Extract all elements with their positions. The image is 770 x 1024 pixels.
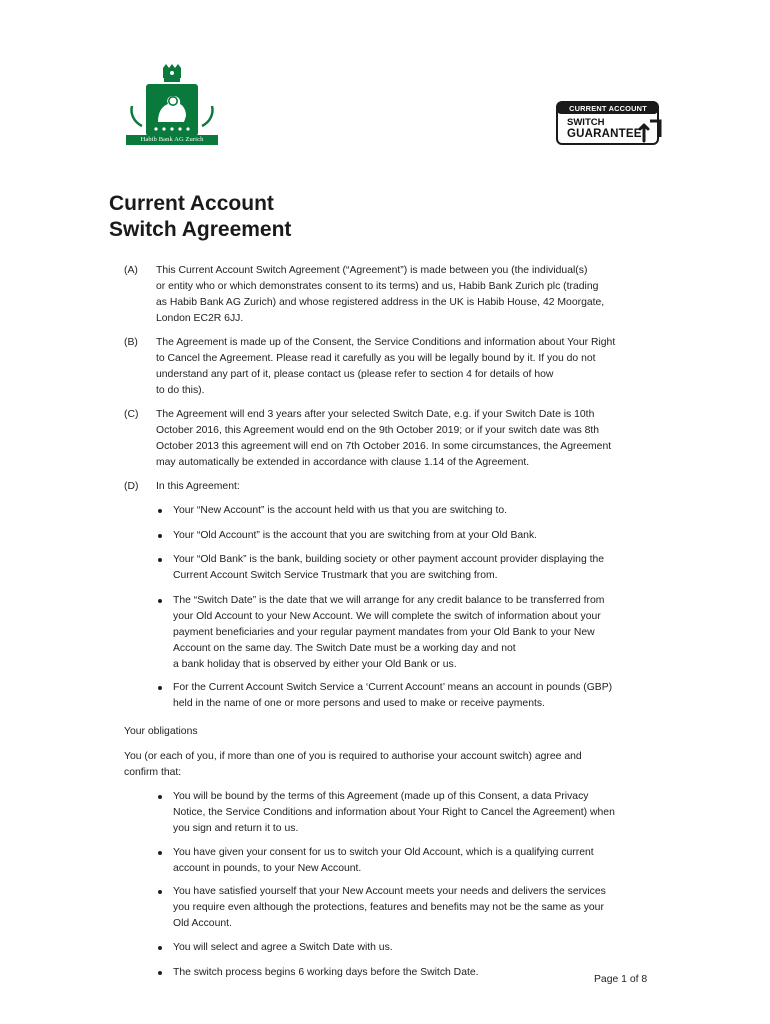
badge-guarantee-label: GUARANTEE [567,128,642,140]
text-line: In this Agreement: [156,481,240,492]
bullet-dot [158,534,162,538]
badge-top-label: CURRENT ACCOUNT [569,104,647,113]
text-line: to do this). [156,385,205,396]
text-line: You have satisfied yourself that your New Account meets your needs and delivers the services [173,886,606,897]
text-line: You have given your consent for us to switch your Old Account, which is a qualifying current [173,847,594,858]
clause-text [156,407,666,471]
page-number: Page 1 of 8 [594,974,648,985]
text-line: Your “Old Bank” is the bank, building society or other payment account provider displaying the [173,554,605,565]
text-line: Your “New Account” is the account held with us that you are switching to. [173,505,508,516]
title-line-1: Current Account [109,192,274,215]
text-line: The Agreement is made up of the Consent, the Service Conditions and information about Your Right [156,337,616,348]
text-line: You will be bound by the terms of this Agreement (made up of this Consent, a data Privacy [173,791,589,802]
text-line: understand any part of it, please contact us (please refer to section 4 for details of how [156,369,554,380]
text-line: Your “Old Account” is the account that you are switching from at your Old Bank. [173,530,538,541]
text-line: This Current Account Switch Agreement (“Agreement”) is made between you (the individual(s) [156,265,588,276]
text-line: The “Switch Date” is the date that we will arrange for any credit balance to be transferred from [173,595,605,606]
clause-text [156,479,666,495]
text-line: Notice, the Service Conditions and information about Your Right to Cancel the Agreement) when [173,807,615,818]
bullet-dot [158,795,162,799]
text-line: may automatically be extended in accordance with clause 1.14 of the Agreement. [156,457,530,468]
text-line: a bank holiday that is observed by either your Old Bank or us. [173,659,457,670]
document-title [109,191,509,243]
text-line: you sign and return it to us. [173,823,299,834]
bullet-dot [158,971,162,975]
text-line: For the Current Account Switch Service a ‘Current Account’ means an account in pounds (GBP) [173,682,613,693]
obligations-intro [124,749,664,781]
clause-label: (A) [124,265,138,276]
clause-text [156,263,666,327]
clause-label: (D) [124,481,139,492]
section-heading [124,724,664,740]
text-line: you require even although the protections, features and benefits may not be the same as your [173,902,604,913]
badge-switch-label: SWITCH [567,117,605,128]
text-line: October 2013 this agreement will end on 7th October 2016. In some circumstances, the Agreement [156,441,612,452]
bullet-dot [158,599,162,603]
text-line: Account on the same day. The Switch Date must be a working day and not [173,643,516,654]
obligations-heading: Your obligations [124,726,198,737]
bullet-dot [158,890,162,894]
clause-text [156,335,666,399]
text-line: your Old Account to your New Account. We will complete the switch of information about your [173,611,601,622]
text-line: to Cancel the Agreement. Please read it carefully as you will be legally bound by it. If you do not [156,353,596,364]
text-line: The switch process begins 6 working days before the Switch Date. [173,967,479,978]
text-line: You (or each of you, if more than one of you is required to authorise your account switch) agree and [124,751,582,762]
text-line: account in pounds, to your New Account. [173,863,362,874]
clause-label: (B) [124,337,138,348]
text-line: confirm that: [124,767,182,778]
bullet-dot [158,509,162,513]
bank-logo-caption: Habib Bank AG Zurich [140,136,204,143]
text-line: London EC2R 6JJ. [156,313,244,324]
text-line: October 2016, this Agreement would end on the 9th October 2019; or if your switch date was 8th [156,425,600,436]
text-line: The Agreement will end 3 years after your selected Switch Date, e.g. if your Switch Date is 10th [156,409,595,420]
text-line: or entity who or which demonstrates consent to its terms) and us, Habib Bank Zurich plc (trading [156,281,599,292]
text-line: Old Account. [173,918,232,929]
clause-label: (C) [124,409,139,420]
text-line: payment beneficiaries and your regular payment mandates from your Old Bank to your New [173,627,595,638]
text-line: as Habib Bank AG Zurich) and whose registered address in the UK is Habib House, 42 Moorgate, [156,297,605,308]
text-line: You will select and agree a Switch Date with us. [173,942,393,953]
bullet-dot [158,558,162,562]
bullet-dot [158,686,162,690]
bullet-dot [158,946,162,950]
bullet-dot [158,851,162,855]
text-line: Current Account Switch Service Trustmark that you are switching from. [173,570,498,581]
text-line: held in the name of one or more persons and used to make or receive payments. [173,698,545,709]
title-line-2: Switch Agreement [109,218,292,241]
